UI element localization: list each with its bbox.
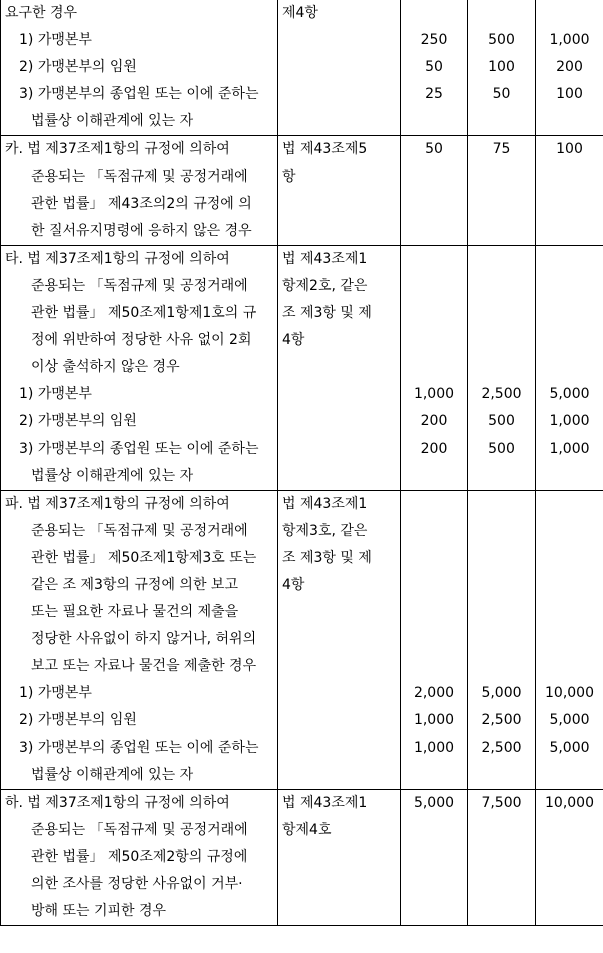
cell-line	[278, 54, 400, 81]
violation-cell	[1, 136, 278, 245]
cell-line	[401, 599, 467, 626]
violation-cell	[1, 490, 278, 789]
cell-line: 4항	[282, 332, 305, 349]
cell-line: 1) 가맹본부	[19, 685, 92, 702]
cell-line	[536, 599, 603, 626]
cell-line: 200	[420, 413, 448, 430]
cell-line: 2,500	[481, 712, 522, 729]
cell-line: 보고 또는 자료나 물건을 제출한 경우	[31, 658, 257, 675]
cell-line	[536, 871, 603, 898]
cell-line: 항제2호, 같은	[282, 277, 368, 294]
cell-line: 50	[425, 59, 443, 76]
cell-line	[401, 572, 467, 599]
cell-line	[536, 491, 603, 518]
cell-line: 항제3호, 같은	[282, 522, 368, 539]
cell-line	[468, 164, 535, 191]
cell-line: 방해 또는 기피한 경우	[31, 903, 167, 920]
cell-line	[468, 327, 535, 354]
cell-line	[468, 108, 535, 135]
amount-third-cell	[536, 245, 603, 490]
cell-line	[536, 762, 603, 789]
cell-line: 한 질서유지명령에 응하지 않은 경우	[31, 222, 252, 239]
cell-line: 준용되는 「독점규제 및 공정거래에	[31, 821, 248, 838]
cell-line	[278, 27, 400, 54]
cell-line	[468, 491, 535, 518]
cell-line	[468, 218, 535, 245]
cell-line	[278, 735, 400, 762]
amount-first-cell	[401, 490, 468, 789]
cell-line	[278, 898, 400, 925]
cell-line: 200	[420, 440, 448, 457]
cell-line: 7,500	[481, 794, 522, 811]
table-row	[1, 0, 603, 136]
cell-line: 250	[420, 32, 448, 49]
violation-cell	[1, 245, 278, 490]
legal-basis-cell	[278, 789, 401, 925]
cell-line: 항제4호	[282, 821, 332, 838]
cell-line: 1,000	[413, 712, 455, 729]
cell-line	[401, 246, 467, 273]
cell-line	[401, 164, 467, 191]
cell-line: 준용되는 「독점규제 및 공정거래에	[31, 168, 248, 185]
cell-line: 5,000	[413, 794, 455, 811]
legal-basis-cell	[278, 245, 401, 490]
cell-line	[278, 408, 400, 435]
cell-line	[536, 164, 603, 191]
cell-line	[278, 191, 400, 218]
cell-line	[536, 626, 603, 653]
cell-line	[278, 844, 400, 871]
cell-line	[536, 518, 603, 545]
cell-line	[468, 354, 535, 381]
cell-line	[536, 246, 603, 273]
cell-line	[536, 653, 603, 680]
cell-line	[468, 762, 535, 789]
cell-line: 관한 법률」 제50조제1항제3호 또는	[31, 549, 257, 566]
amount-first-cell	[401, 245, 468, 490]
cell-line: 파. 법 제37조제1항의 규정에 의하여	[5, 495, 230, 512]
cell-line	[468, 626, 535, 653]
cell-line	[468, 300, 535, 327]
cell-line: 4항	[282, 576, 305, 593]
amount-third-cell	[536, 789, 603, 925]
cell-line: 준용되는 「독점규제 및 공정거래에	[31, 277, 248, 294]
cell-line	[468, 844, 535, 871]
cell-line: 이상 출석하지 않은 경우	[31, 359, 180, 376]
cell-line: 하. 법 제37조제1항의 규정에 의하여	[5, 794, 230, 811]
cell-line	[468, 599, 535, 626]
cell-line: 관한 법률」 제50조제1항제1호의 규	[31, 305, 257, 322]
amount-first-cell	[401, 136, 468, 245]
cell-line	[278, 381, 400, 408]
cell-line	[536, 191, 603, 218]
cell-line: 같은 조 제3항의 규정에 의한 보고	[31, 576, 238, 593]
cell-line: 조 제3항 및 제	[282, 305, 372, 322]
cell-line	[468, 246, 535, 273]
cell-line	[278, 354, 400, 381]
cell-line	[468, 545, 535, 572]
cell-line	[278, 707, 400, 734]
violation-cell	[1, 0, 278, 136]
cell-line	[536, 300, 603, 327]
amount-third-cell	[536, 490, 603, 789]
cell-line	[536, 0, 603, 27]
cell-line	[468, 0, 535, 27]
cell-line	[278, 81, 400, 108]
amount-first-cell	[401, 789, 468, 925]
cell-line	[401, 191, 467, 218]
cell-line: 3) 가맹본부의 종업원 또는 이에 준하는	[19, 440, 259, 457]
cell-line: 2) 가맹본부의 임원	[19, 712, 137, 729]
cell-line	[468, 898, 535, 925]
cell-line	[401, 354, 467, 381]
cell-line: 2,000	[413, 685, 455, 702]
cell-line: 준용되는 「독점규제 및 공정거래에	[31, 522, 248, 539]
cell-line: 1,000	[549, 440, 590, 457]
table-row	[1, 490, 603, 789]
cell-line	[401, 898, 467, 925]
cell-line: 의한 조사를 정당한 사유없이 거부·	[31, 876, 243, 892]
cell-line	[278, 871, 400, 898]
cell-line: 50	[492, 86, 511, 103]
cell-line: 1,000	[413, 386, 455, 403]
cell-line: 법 제43조제5	[282, 141, 368, 158]
cell-line: 1,000	[413, 739, 455, 756]
cell-line: 100	[488, 59, 515, 76]
cell-line: 500	[488, 440, 515, 457]
cell-line: 100	[556, 141, 583, 158]
cell-line	[278, 463, 400, 490]
amount-third-cell	[536, 136, 603, 245]
amount-second-cell	[468, 136, 536, 245]
cell-line: 타. 법 제37조제1항의 규정에 의하여	[5, 250, 230, 267]
legal-basis-cell	[278, 0, 401, 136]
cell-line	[278, 108, 400, 135]
cell-line: 25	[425, 86, 443, 103]
legal-basis-cell	[278, 490, 401, 789]
amount-first-cell	[401, 0, 468, 136]
cell-line	[536, 545, 603, 572]
legal-basis-cell	[278, 136, 401, 245]
cell-line	[401, 491, 467, 518]
cell-line: 1) 가맹본부	[19, 32, 92, 49]
cell-line	[401, 817, 467, 844]
cell-line: 정에 위반하여 정당한 사유 없이 2회	[31, 332, 252, 349]
cell-line: 법률상 이해관계에 있는 자	[31, 766, 194, 783]
cell-line: 법률상 이해관계에 있는 자	[31, 467, 194, 484]
table-row	[1, 789, 603, 925]
cell-line	[278, 218, 400, 245]
cell-line	[401, 844, 467, 871]
cell-line: 카. 법 제37조제1항의 규정에 의하여	[5, 141, 230, 158]
cell-line: 1) 가맹본부	[19, 386, 92, 403]
cell-line: 항	[282, 168, 296, 185]
cell-line	[468, 463, 535, 490]
cell-line	[278, 680, 400, 707]
cell-line: 관한 법률」 제50조제2항의 규정에	[31, 848, 248, 865]
cell-line	[536, 327, 603, 354]
cell-line: 5,000	[549, 739, 590, 756]
cell-line: 5,000	[549, 386, 590, 403]
cell-line	[278, 653, 400, 680]
table-row	[1, 245, 603, 490]
cell-line: 제4항	[282, 5, 318, 21]
cell-line	[401, 327, 467, 354]
cell-line: 2,500	[481, 739, 522, 756]
cell-line: 100	[556, 86, 583, 103]
cell-line: 500	[488, 32, 515, 49]
amount-second-cell	[468, 245, 536, 490]
cell-line	[536, 218, 603, 245]
table-row	[1, 136, 603, 245]
cell-line: 2) 가맹본부의 임원	[19, 59, 137, 76]
cell-line: 5,000	[549, 712, 590, 729]
cell-line: 또는 필요한 자료나 물건의 제출을	[31, 604, 239, 621]
cell-line	[468, 871, 535, 898]
cell-line	[401, 108, 467, 135]
cell-line	[278, 762, 400, 789]
cell-line	[468, 518, 535, 545]
cell-line	[468, 191, 535, 218]
cell-line	[278, 436, 400, 463]
cell-line	[401, 626, 467, 653]
cell-line	[401, 300, 467, 327]
cell-line: 3) 가맹본부의 종업원 또는 이에 준하는	[19, 86, 259, 103]
cell-line	[401, 762, 467, 789]
cell-line	[536, 463, 603, 490]
cell-line: 500	[488, 413, 515, 430]
cell-line: 2) 가맹본부의 임원	[19, 413, 137, 430]
cell-line	[536, 817, 603, 844]
cell-line	[536, 354, 603, 381]
cell-line: 조 제3항 및 제	[282, 549, 372, 566]
cell-line: 관한 법률」 제43조의2의 규정에 의	[31, 195, 252, 212]
cell-line: 10,000	[545, 685, 594, 702]
cell-line: 법 제43조제1	[282, 250, 368, 267]
cell-line: 10,000	[545, 794, 594, 811]
cell-line: 75	[492, 141, 511, 158]
cell-line: 1,000	[549, 413, 590, 430]
cell-line	[536, 844, 603, 871]
cell-line: 2,500	[481, 386, 522, 403]
violation-cell	[1, 789, 278, 925]
cell-line: 50	[425, 141, 443, 158]
cell-line	[401, 653, 467, 680]
cell-line	[536, 273, 603, 300]
cell-line	[536, 572, 603, 599]
cell-line: 요구한 경우	[5, 5, 78, 21]
cell-line	[536, 108, 603, 135]
cell-line	[401, 463, 467, 490]
cell-line	[278, 599, 400, 626]
cell-line	[536, 898, 603, 925]
cell-line	[401, 518, 467, 545]
cell-line	[401, 218, 467, 245]
cell-line: 5,000	[481, 685, 522, 702]
amount-second-cell	[468, 0, 536, 136]
cell-line: 정당한 사유없이 하지 않거나, 허위의	[31, 631, 257, 648]
cell-line	[401, 0, 467, 27]
cell-line	[401, 545, 467, 572]
cell-line	[468, 653, 535, 680]
cell-line: 법률상 이해관계에 있는 자	[31, 113, 194, 130]
amount-third-cell	[536, 0, 603, 136]
cell-line	[468, 817, 535, 844]
cell-line: 3) 가맹본부의 종업원 또는 이에 준하는	[19, 739, 259, 756]
cell-line	[468, 273, 535, 300]
cell-line: 200	[556, 59, 583, 76]
cell-line	[468, 572, 535, 599]
amount-second-cell	[468, 789, 536, 925]
cell-line	[401, 273, 467, 300]
cell-line: 1,000	[549, 32, 590, 49]
cell-line: 법 제43조제1	[282, 794, 368, 811]
cell-line	[278, 626, 400, 653]
cell-line: 법 제43조제1	[282, 495, 368, 512]
cell-line	[401, 871, 467, 898]
amount-second-cell	[468, 490, 536, 789]
